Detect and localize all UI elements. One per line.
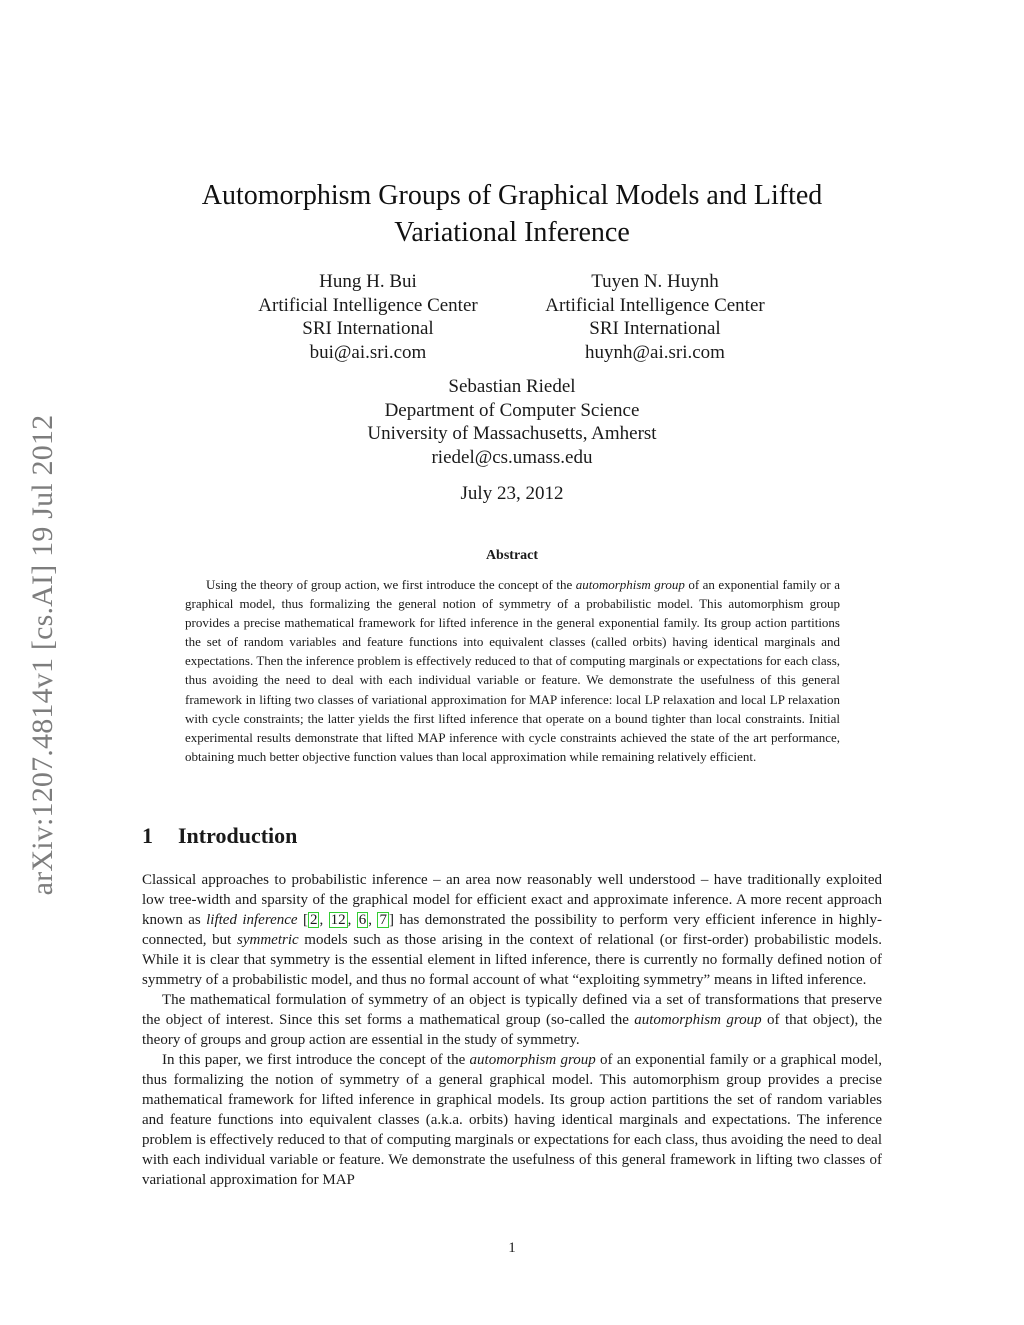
paragraph: Classical approaches to probabilistic inference – an area now reasonably well understood – have traditionally exploited low tree-width and sparsity of the graphical model for efficient exact and approximate inference. A more recent approach known as lifted inference [ 2 , 12 , 6 , 7 ] has demonstrated the possibility to perform very efficient inference in highly-connected, but symmetric models such as those arising in the context of relational (or first-order) probabilistic models. While it is clear that symmetry is the essential element in lifted inference, there is currently no formally defined notion of symmetry of a probabilistic model, and thus no formal account of what “exploiting symmetry” means in lifted inference. <box>142 872 883 988</box>
paragraph-text: of an exponential family or a graphical model, thus formalizing the notion of symmetry of a general graphical model. This automorphism group provides a precise mathematical framework for lifted inference in graphical models. Its group action partitions the set of random variables and feature functions into equivalent classes (a.k.a. orbits) having identical marginals and expectations. The inference problem is effectively reduced to that of computing marginals or expectations for each class, thus avoiding the need to deal with each individual variable or feature. We demonstrate the usefulness of this general framework in lifting two classes of variational approximation for MAP <box>142 1052 883 1188</box>
citation-link[interactable]: 2 <box>309 912 318 928</box>
author-institution: University of Massachusetts, Amherst <box>367 423 657 444</box>
author-block-riedel <box>362 375 662 469</box>
paragraph-text: models such as those arising in the context of relational (or first-order) probabilistic models. While it is clear that symmetry is the essential element in lifted inference, there is currently no formally defined notion of symmetry of a probabilistic model, and thus no formal account of what “exploiting symmetry” means in lifted inference. <box>142 932 882 988</box>
author-institution: SRI International <box>589 318 721 339</box>
emphasis: automorphism group <box>634 1012 762 1028</box>
paragraph <box>142 990 882 1050</box>
paper-title: Automorphism Groups of Graphical Models and Lifted Variational Inference <box>201 180 823 248</box>
paragraph-text: Classical approaches to probabilistic inference – an area now reasonably well understood – have traditionally exploited low tree-width and sparsity of the graphical model for efficient exact and approximate inference. A more recent approach known as <box>142 872 882 928</box>
author-name: Tuyen N. Huynh <box>591 271 719 292</box>
author-affiliation: Artificial Intelligence Center <box>545 294 765 316</box>
author-name: Hung H. Bui <box>319 271 417 292</box>
author-block-bui <box>218 270 518 364</box>
abstract-text-part: of an exponential family or a graphical model, thus formalizing the general notion of symmetry of a probabilistic model. This automorphism group provides a precise mathematical framework for lifted inference in the general exponential family. Its group action partitions the set of random variables and feature functions into equivalent classes (called orbits) having identical marginals and expectations. Then the inference problem is effectively reduced to that of computing marginals or expectations for each class, thus avoiding the need to deal with each individual variable or feature. We demonstrate the usefulness of this general framework in lifting two classes of variational approximation for MAP inference: local LP relaxation and local LP relaxation with cycle constraints; the latter yields the first lifted inference that operate on a bound tighter than local constraints. Initial experimental results demonstrate that lifted MAP inference with cycle constraints achieved the state of the art performance, obtaining much better objective function values than local approximation while remaining relatively efficient. <box>185 577 840 764</box>
emphasis: symmetric <box>237 932 299 948</box>
author-affiliation: Artificial Intelligence Center <box>258 294 478 316</box>
author-email: bui@ai.sri.com <box>309 341 427 363</box>
section-number: 1 <box>142 823 153 848</box>
abstract-heading: Abstract <box>485 548 539 563</box>
paragraph-text: In this paper, we first introduce the concept of the <box>162 1052 470 1068</box>
author-block-huynh <box>505 270 805 364</box>
abstract-text <box>185 575 840 766</box>
emphasis: automorphism group <box>469 1052 596 1068</box>
abstract-text-part: Using the theory of group action, we first introduce the concept of the <box>206 577 576 592</box>
paragraph-text: of that object), the theory of groups and group action are essential in the study of symmetry. <box>142 1012 882 1048</box>
introduction-body <box>142 870 882 1190</box>
citation-link[interactable]: 7 <box>379 912 387 928</box>
publication-date: July 23, 2012 <box>460 483 564 504</box>
emphasis: lifted inference <box>206 912 298 928</box>
paragraph-text: The mathematical formulation of symmetry of an object is typically defined via a set of transformations that preserve the object of interest. Since this set forms a mathematical group (so-called the <box>142 992 882 1028</box>
bracket: [ <box>297 912 308 928</box>
author-email: riedel@cs.umass.edu <box>431 446 593 468</box>
page-number: 1 <box>508 1240 516 1256</box>
arxiv-identifier-stamp: arXiv:1207.4814v1 [cs.AI] 19 Jul 2012 <box>26 414 59 896</box>
abstract-emphasis: automorphism group <box>575 577 685 592</box>
paragraph-text: has demonstrated the possibility to perform very efficient inference in highly-connected, but <box>142 912 883 948</box>
paragraph <box>142 1050 882 1190</box>
author-affiliation: Department of Computer Science <box>384 399 640 421</box>
author-name: Sebastian Riedel <box>448 376 576 397</box>
citation-link[interactable]: 6 <box>358 912 367 928</box>
bracket: ] <box>388 912 394 928</box>
author-institution: SRI International <box>302 318 434 339</box>
author-email: huynh@ai.sri.com <box>585 341 725 363</box>
section-heading <box>142 823 297 849</box>
citation-link[interactable]: 12 <box>330 912 346 928</box>
section-title: Introduction <box>178 823 298 848</box>
